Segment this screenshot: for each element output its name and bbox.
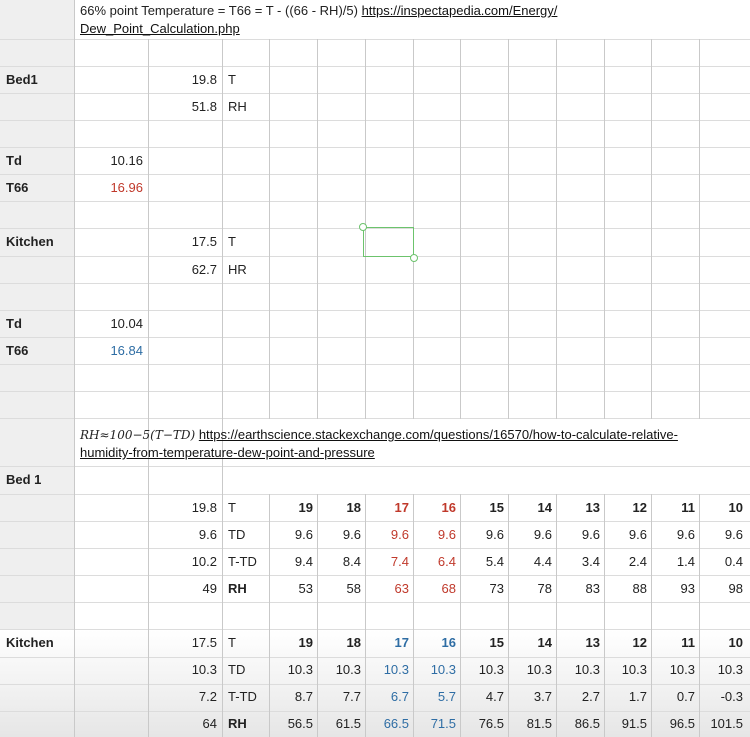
kitchen-table-cell[interactable]: -0.3 bbox=[720, 689, 743, 704]
kitchen-table-row-value[interactable]: 7.2 bbox=[198, 689, 217, 704]
kitchen-table-cell[interactable]: 13 bbox=[585, 635, 600, 650]
bed1-table-cell[interactable]: 53 bbox=[298, 581, 313, 596]
kitchen-t66-label: T66 bbox=[6, 343, 29, 358]
bed1-table-cell[interactable]: 83 bbox=[585, 581, 600, 596]
bed1-t66-value[interactable]: 16.96 bbox=[110, 180, 143, 195]
kitchen-table-row-value[interactable]: 17.5 bbox=[191, 635, 217, 650]
bed1-table-cell[interactable]: 9.6 bbox=[676, 527, 695, 542]
bed1-td-value[interactable]: 10.16 bbox=[110, 153, 143, 168]
kitchen-table-cell[interactable]: 71.5 bbox=[430, 716, 456, 731]
kitchen-table-cell[interactable]: 10.3 bbox=[574, 662, 600, 677]
kitchen-table-cell[interactable]: 10.3 bbox=[478, 662, 504, 677]
kitchen-table-cell[interactable]: 86.5 bbox=[574, 716, 600, 731]
bed1-table-cell[interactable]: 73 bbox=[489, 581, 504, 596]
kitchen-table-cell[interactable]: 10.3 bbox=[526, 662, 552, 677]
kitchen-table-cell[interactable]: 66.5 bbox=[383, 716, 409, 731]
kitchen-table-cell[interactable]: 10 bbox=[728, 635, 743, 650]
kitchen-table-cell[interactable]: 81.5 bbox=[526, 716, 552, 731]
bed1-table-cell[interactable]: 0.4 bbox=[724, 554, 743, 569]
kitchen-table-cell[interactable]: 10.3 bbox=[335, 662, 361, 677]
inspectapedia-link-cont[interactable]: Dew_Point_Calculation.php bbox=[80, 21, 240, 36]
bed1-table-cell[interactable]: 9.6 bbox=[724, 527, 743, 542]
stackexchange-link[interactable]: https://earthscience.stackexchange.com/questions/16570/how-to-calculate-relative- bbox=[198, 427, 678, 442]
kitchen-table-cell[interactable]: 10.3 bbox=[717, 662, 743, 677]
kitchen-table-cell[interactable]: 10.3 bbox=[287, 662, 313, 677]
kitchen-t-label[interactable]: T bbox=[228, 234, 236, 249]
bed1-table-cell[interactable]: 12 bbox=[632, 500, 647, 515]
kitchen-table-cell[interactable]: 1.7 bbox=[628, 689, 647, 704]
bed1-table-cell[interactable]: 9.6 bbox=[581, 527, 600, 542]
bed1-table-cell[interactable]: 9.6 bbox=[437, 527, 456, 542]
kitchen-hr-label[interactable]: HR bbox=[228, 262, 247, 277]
bed1-table-row-name[interactable]: TD bbox=[228, 527, 246, 542]
kitchen-table-cell[interactable]: 96.5 bbox=[669, 716, 695, 731]
kitchen-table-label: Kitchen bbox=[6, 635, 54, 650]
cell-selection-box[interactable] bbox=[363, 227, 414, 257]
kitchen-table-cell[interactable]: 11 bbox=[681, 635, 695, 650]
kitchen-table-cell[interactable]: 2.7 bbox=[581, 689, 600, 704]
bed1-table-cell[interactable]: 17 bbox=[394, 500, 409, 515]
stackexchange-link-cont[interactable]: humidity-from-temperature-dew-point-and-pressure bbox=[80, 445, 375, 460]
kitchen-table-row-name[interactable]: T-TD bbox=[228, 689, 257, 704]
bed1-table-cell[interactable]: 6.4 bbox=[437, 554, 456, 569]
bed1-table-cell[interactable]: 7.4 bbox=[390, 554, 409, 569]
kitchen-table-cell[interactable]: 15 bbox=[489, 635, 504, 650]
kitchen-hr-value[interactable]: 62.7 bbox=[191, 262, 217, 277]
kitchen-table-row-name[interactable]: T bbox=[228, 635, 236, 650]
kitchen-td-label: Td bbox=[6, 316, 22, 331]
selection-handle-bottom-right[interactable] bbox=[410, 254, 418, 262]
kitchen-table-cell[interactable]: 101.5 bbox=[710, 716, 743, 731]
bed1-table-cell[interactable]: 2.4 bbox=[628, 554, 647, 569]
bed1-td-label: Td bbox=[6, 153, 22, 168]
kitchen-table-cell[interactable]: 12 bbox=[632, 635, 647, 650]
kitchen-label: Kitchen bbox=[6, 234, 54, 249]
kitchen-table-cell[interactable]: 5.7 bbox=[437, 689, 456, 704]
bed1-table-row-name[interactable]: T-TD bbox=[228, 554, 257, 569]
row-label-column bbox=[0, 0, 74, 737]
bed1-table-cell[interactable]: 58 bbox=[346, 581, 361, 596]
selection-handle-top-left[interactable] bbox=[359, 223, 367, 231]
bed1-t-label[interactable]: T bbox=[228, 72, 236, 87]
bed1-table-cell[interactable]: 15 bbox=[489, 500, 504, 515]
kitchen-table-cell[interactable]: 91.5 bbox=[621, 716, 647, 731]
bed1-table-cell[interactable]: 11 bbox=[681, 500, 695, 515]
bed1-rh-label[interactable]: RH bbox=[228, 99, 247, 114]
kitchen-table-cell[interactable]: 10.3 bbox=[621, 662, 647, 677]
kitchen-t-value[interactable]: 17.5 bbox=[191, 234, 217, 249]
bed1-table-cell[interactable]: 10 bbox=[728, 500, 743, 515]
relative-humidity-note bbox=[80, 426, 740, 462]
bed1-table-cell[interactable]: 5.4 bbox=[485, 554, 504, 569]
bed1-table-cell[interactable]: 63 bbox=[394, 581, 409, 596]
kitchen-table-cell[interactable]: 56.5 bbox=[287, 716, 313, 731]
kitchen-table-cell[interactable]: 19 bbox=[298, 635, 313, 650]
note-text: 66% point Temperature = T66 = T - ((66 - RH)/5) bbox=[80, 3, 362, 18]
kitchen-table-cell[interactable]: 0.7 bbox=[676, 689, 695, 704]
bed1-table-cell[interactable]: 16 bbox=[441, 500, 456, 515]
bed1-rh-value[interactable]: 51.8 bbox=[191, 99, 217, 114]
kitchen-table-cell[interactable]: 7.7 bbox=[342, 689, 361, 704]
bed1-table-cell[interactable]: 9.4 bbox=[294, 554, 313, 569]
kitchen-table-cell[interactable]: 16 bbox=[441, 635, 456, 650]
kitchen-table-row-name[interactable]: RH bbox=[228, 716, 247, 731]
kitchen-table-row-value[interactable]: 10.3 bbox=[191, 662, 217, 677]
bed1-table-cell[interactable]: 3.4 bbox=[581, 554, 600, 569]
bed1-table-cell[interactable]: 9.6 bbox=[342, 527, 361, 542]
kitchen-table-cell[interactable]: 10.3 bbox=[669, 662, 695, 677]
kitchen-td-value[interactable]: 10.04 bbox=[110, 316, 143, 331]
kitchen-table-cell[interactable]: 8.7 bbox=[294, 689, 313, 704]
bed1-table-cell[interactable]: 18 bbox=[346, 500, 361, 515]
bed1-table-row-value[interactable]: 19.8 bbox=[191, 500, 217, 515]
bed1-table-cell[interactable]: 9.6 bbox=[294, 527, 313, 542]
bed1-table-cell[interactable]: 9.6 bbox=[390, 527, 409, 542]
bed1-t-value[interactable]: 19.8 bbox=[191, 72, 217, 87]
dew-point-note bbox=[80, 2, 740, 38]
kitchen-table-cell[interactable]: 10.3 bbox=[430, 662, 456, 677]
kitchen-table-cell[interactable]: 61.5 bbox=[335, 716, 361, 731]
kitchen-table-row-value[interactable]: 64 bbox=[202, 716, 217, 731]
bed1-table-label: Bed 1 bbox=[6, 472, 42, 487]
kitchen-table-cell[interactable]: 3.7 bbox=[533, 689, 552, 704]
bed1-table-row-name[interactable]: RH bbox=[228, 581, 247, 596]
kitchen-table-cell[interactable]: 76.5 bbox=[478, 716, 504, 731]
kitchen-table-cell[interactable]: 6.7 bbox=[390, 689, 409, 704]
bed1-table-cell[interactable]: 19 bbox=[298, 500, 313, 515]
bed1-label: Bed1 bbox=[6, 72, 38, 87]
bed1-table-cell[interactable]: 14 bbox=[537, 500, 552, 515]
bed1-t66-label: T66 bbox=[6, 180, 29, 195]
kitchen-table-cell[interactable]: 4.7 bbox=[485, 689, 504, 704]
bed1-table-row-name[interactable]: T bbox=[228, 500, 236, 515]
kitchen-table-cell[interactable]: 10.3 bbox=[383, 662, 409, 677]
bed1-table-row-value[interactable]: 10.2 bbox=[191, 554, 217, 569]
kitchen-table-row-name[interactable]: TD bbox=[228, 662, 246, 677]
bed1-table-cell[interactable]: 9.6 bbox=[628, 527, 647, 542]
bed1-table-cell[interactable]: 8.4 bbox=[342, 554, 361, 569]
bed1-table-cell[interactable]: 13 bbox=[585, 500, 600, 515]
bed1-table-cell[interactable]: 98 bbox=[728, 581, 743, 596]
bed1-table-cell[interactable]: 68 bbox=[441, 581, 456, 596]
bed1-table-cell[interactable]: 4.4 bbox=[533, 554, 552, 569]
bed1-table-cell[interactable]: 93 bbox=[680, 581, 695, 596]
bed1-table-cell[interactable]: 78 bbox=[537, 581, 552, 596]
inspectapedia-link[interactable]: https://inspectapedia.com/Energy/ bbox=[361, 3, 558, 18]
bed1-table-cell[interactable]: 88 bbox=[632, 581, 647, 596]
kitchen-table-cell[interactable]: 17 bbox=[394, 635, 409, 650]
bed1-table-cell[interactable]: 1.4 bbox=[676, 554, 695, 569]
bed1-table-cell[interactable]: 9.6 bbox=[485, 527, 504, 542]
rh-formula: RH≈100−5(T−TD) bbox=[80, 428, 196, 442]
kitchen-t66-value[interactable]: 16.84 bbox=[110, 343, 143, 358]
kitchen-table-cell[interactable]: 14 bbox=[537, 635, 552, 650]
kitchen-table-cell[interactable]: 18 bbox=[346, 635, 361, 650]
bed1-table-row-value[interactable]: 9.6 bbox=[198, 527, 217, 542]
bed1-table-cell[interactable]: 9.6 bbox=[533, 527, 552, 542]
bed1-table-row-value[interactable]: 49 bbox=[202, 581, 217, 596]
